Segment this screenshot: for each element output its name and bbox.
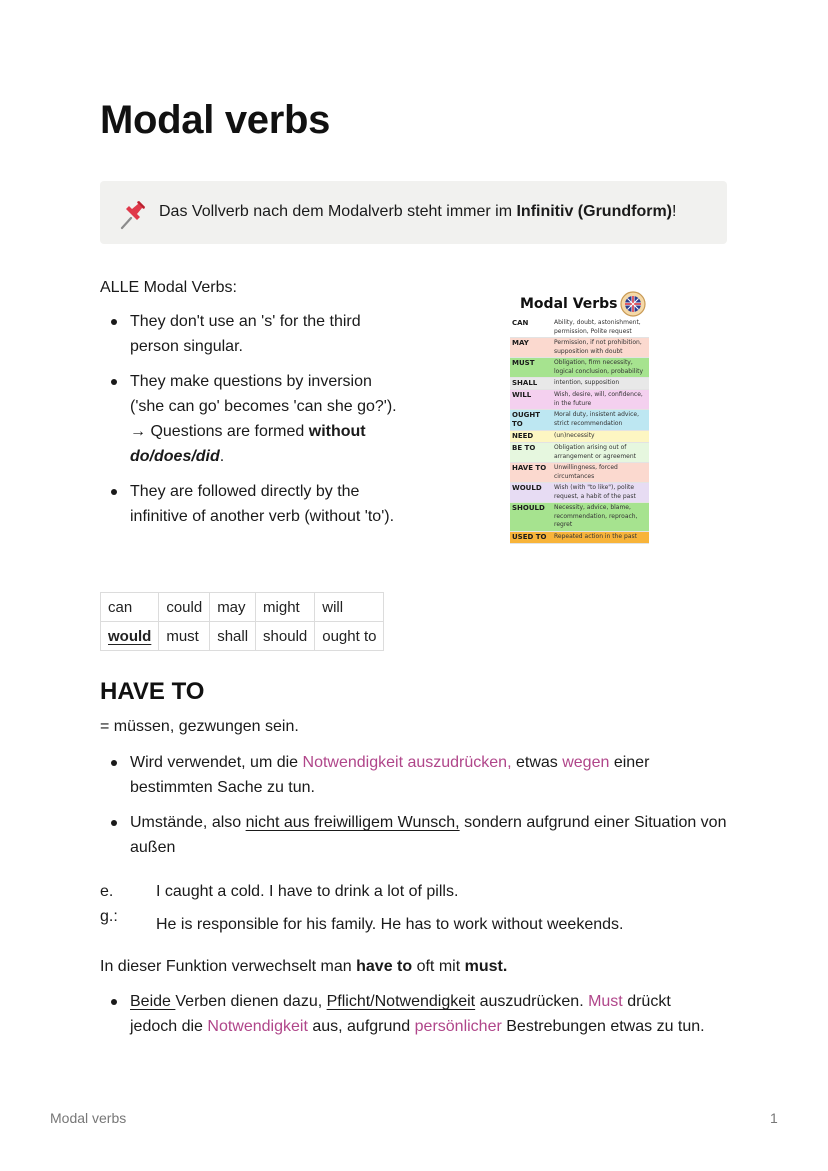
modal-verbs-table xyxy=(100,592,384,651)
infographic-row xyxy=(510,463,649,483)
infographic-row-description: Obligation, firm necessity, logical conclusion, probability xyxy=(554,359,643,375)
comparison-bullet-1 xyxy=(100,989,710,1039)
text: Verben dienen dazu, xyxy=(175,993,327,1010)
table-cell-highlighted xyxy=(101,622,159,651)
footer-title: Modal verbs xyxy=(50,1110,127,1126)
infographic-row xyxy=(510,318,649,338)
infographic-row-description: Wish, desire, will, confidence, in the future xyxy=(554,391,643,407)
underlined-text: Beide xyxy=(130,993,176,1010)
highlight-text: Must xyxy=(588,993,623,1010)
infographic-row-key: SHALL xyxy=(512,379,538,387)
infographic-row-key: USED TO xyxy=(512,532,547,541)
bold-text: must. xyxy=(464,958,508,975)
confusion-note xyxy=(100,954,507,979)
underlined-text: Pflicht/Notwendigkeit xyxy=(326,993,476,1010)
alle-bullet-2-end: . xyxy=(219,448,225,465)
infographic-row-description: (un)necessity xyxy=(554,432,595,439)
infographic-row-description: Repeated action in the past xyxy=(554,532,637,540)
text: drückt jedoch die xyxy=(130,993,671,1035)
text: Wird verwendet, um die xyxy=(130,754,303,771)
infographic-row-description: Ability, doubt, astonishment, permission, Polite request xyxy=(554,319,641,335)
callout-text xyxy=(159,201,676,223)
section-heading-have-to: HAVE TO xyxy=(100,678,205,705)
infographic-row-description: intention, supposition xyxy=(554,379,620,386)
table-cell: should xyxy=(256,622,315,651)
infographic-row-key: HAVE TO xyxy=(512,464,547,472)
pushpin-icon xyxy=(118,199,148,231)
text: etwas xyxy=(511,754,563,771)
callout-text-bold: Infinitiv (Grundform) xyxy=(516,203,672,220)
infographic-row-key: NEED xyxy=(512,432,534,440)
infographic-row-key: CAN xyxy=(512,319,529,327)
infographic-row-key: SHOULD xyxy=(512,504,545,512)
alle-bullet-3: They are followed directly by the infinitive of another verb (without 'to'). xyxy=(100,479,400,529)
have-to-bullet-2 xyxy=(100,810,730,860)
example-sentence-1: I caught a cold. I have to drink a lot of pills. xyxy=(156,883,459,900)
alle-bullet-1: They don't use an 's' for the third person singular. xyxy=(100,309,400,359)
example-label-2: g.: xyxy=(100,908,118,925)
table-row xyxy=(101,593,384,622)
callout-text-end: ! xyxy=(672,203,677,220)
alle-bullet-2-bold: without xyxy=(308,423,366,440)
text: aus, aufgrund xyxy=(307,1018,415,1035)
callout-text-start: Das Vollverb nach dem Modalverb steht immer im xyxy=(159,203,517,220)
infographic-row xyxy=(510,431,649,443)
infographic-row-description: Permission, if not prohibition, supposition with doubt xyxy=(554,339,642,355)
alle-bullet-2-text: They make questions by inversion ('she can go' becomes 'can she go?'). → Questions are formed xyxy=(130,373,397,440)
infographic-row xyxy=(510,503,649,532)
table-cell: may xyxy=(210,593,256,622)
modal-verbs-infographic xyxy=(510,288,649,555)
text: In dieser Funktion verwechselt man xyxy=(100,958,357,975)
infographic-row-key: OUGHT TO xyxy=(512,411,541,428)
alle-intro: ALLE Modal Verbs: xyxy=(100,279,237,296)
table-cell: ought to xyxy=(315,622,384,651)
table-row xyxy=(101,622,384,651)
infographic-row-key: MUST xyxy=(512,359,535,367)
table-cell: shall xyxy=(210,622,256,651)
infographic-row xyxy=(510,338,649,358)
text: Umstände, also xyxy=(130,814,246,831)
infographic-row-description: Moral duty, insistent advice, strict recommendation xyxy=(554,411,639,427)
infographic-row-key: WILL xyxy=(512,391,532,399)
text: oft mit xyxy=(412,958,465,975)
underlined-text: nicht aus freiwilligem Wunsch, xyxy=(245,814,460,831)
infographic-row xyxy=(510,378,649,390)
example-sentence-2: He is responsible for his family. He has to work without weekends. xyxy=(156,916,624,933)
highlight-text: wegen xyxy=(562,754,610,771)
infographic-row xyxy=(510,390,649,410)
text: auszudrücken. xyxy=(475,993,589,1010)
footer-page-number: 1 xyxy=(770,1110,778,1126)
table-cell: will xyxy=(315,593,384,622)
table-cell-would: would xyxy=(108,627,152,645)
text: einer bestimmten Sache zu tun. xyxy=(130,754,650,796)
text: sondern aufgrund einer Situation von außen xyxy=(130,814,727,856)
have-to-bullet-1 xyxy=(100,750,730,800)
infographic-title: Modal Verbs xyxy=(520,296,618,312)
highlight-text: Notwendigkeit auszudrücken, xyxy=(302,754,512,771)
infographic-row-key: BE TO xyxy=(512,444,536,452)
table-cell: can xyxy=(101,593,159,622)
uk-flag-badge-icon xyxy=(620,291,646,317)
infographic-row xyxy=(510,532,649,544)
infographic-row xyxy=(510,443,649,463)
infographic-row-key: MAY xyxy=(512,339,529,347)
alle-bullet-list xyxy=(100,309,400,529)
infographic-row-description: Unwillingness, forced circumtances xyxy=(554,464,618,480)
infographic-row-description: Wish (with "to like"), polite request, a habit of the past xyxy=(554,484,636,500)
alle-bullet-2 xyxy=(100,369,400,469)
highlight-text: persönlicher xyxy=(414,1018,502,1035)
page-title: Modal verbs xyxy=(100,98,331,142)
infographic-rows xyxy=(510,318,649,544)
infographic-row xyxy=(510,410,649,431)
bold-text: have to xyxy=(356,958,413,975)
infographic-row-description: Necessity, advice, blame, recommendation, reproach, regret xyxy=(554,504,638,528)
infographic-row xyxy=(510,483,649,503)
infographic-row xyxy=(510,358,649,378)
alle-bullet-2-bolditalic: do/does/did xyxy=(130,448,220,465)
table-cell: could xyxy=(159,593,210,622)
have-to-definition: = müssen, gezwungen sein. xyxy=(100,718,299,735)
table-cell: must xyxy=(159,622,210,651)
have-to-bullet-list xyxy=(100,750,730,860)
example-label-1: e. xyxy=(100,883,114,900)
callout-box xyxy=(100,181,727,244)
highlight-text: Notwendigkeit xyxy=(207,1018,308,1035)
infographic-row-description: Obligation arising out of arrangement or agreement xyxy=(554,444,637,460)
text: Bestrebungen etwas zu tun. xyxy=(501,1018,705,1035)
comparison-bullet-list xyxy=(100,989,710,1039)
infographic-row-key: WOULD xyxy=(512,484,542,492)
table-cell: might xyxy=(256,593,315,622)
